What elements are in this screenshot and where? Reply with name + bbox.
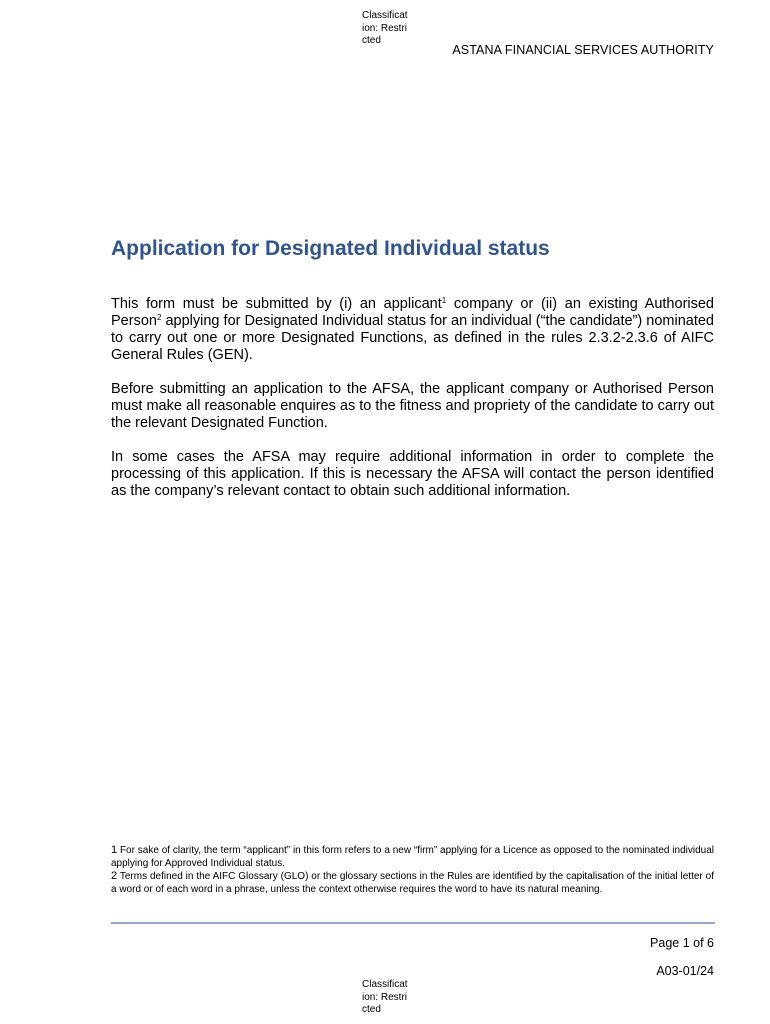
footnote-ref-2[interactable]: 2 <box>156 313 162 322</box>
footnote-text: For sake of clarity, the term “applicant” in this form refers to a new “firm” applying for a Licence as opposed to the nominated individual applying for Approved Individual status. <box>111 845 714 869</box>
document-code: A03-01/24 <box>656 964 714 978</box>
footnote-number: 1 <box>111 844 118 856</box>
header-organization: ASTANA FINANCIAL SERVICES AUTHORITY <box>452 43 714 57</box>
footer-divider <box>111 922 715 924</box>
footnotes <box>111 844 714 896</box>
footnote-number: 2 <box>111 870 118 882</box>
footnote-ref-1[interactable]: 1 <box>441 296 447 305</box>
header-classification: Classification: Restricted <box>362 10 408 46</box>
intro-paragraph <box>111 296 714 364</box>
page-title: Application for Designated Individual status <box>111 237 550 260</box>
footer-classification: Classification: Restricted <box>362 979 408 1015</box>
footnote-text: Terms defined in the AIFC Glossary (GLO) or the glossary sections in the Rules are identified by the capitalisation of the initial letter of a word or of each word in a phrase, unless the context otherwise requires the word to have its natural meaning. <box>111 871 714 895</box>
enquiries-paragraph: Before submitting an application to the AFSA, the applicant company or Authorised Person must make all reasonable enquires as to the fitness and propriety of the candidate to carry out the relevant Designated Function. <box>111 381 714 431</box>
footnote-2 <box>111 870 714 896</box>
intro-text-3: applying for Designated Individual status for an individual (“the candidate”) nominated to carry out one or more Designated Functions, as defined in the rules 2.3.2-2.3.6 of AIFC General Rules (GEN). <box>111 313 714 363</box>
intro-text-1: This form must be submitted by (i) an applicant <box>111 296 442 312</box>
additional-info-paragraph: In some cases the AFSA may require additional information in order to complete the processing of this application. If this is necessary the AFSA will contact the person identified as the company’s relevant contact to obtain such additional information. <box>111 449 714 499</box>
intro-text-2: company or (ii) an existing Authorised Person <box>111 296 714 329</box>
footnote-1 <box>111 844 714 870</box>
page-number: Page 1 of 6 <box>650 936 714 950</box>
